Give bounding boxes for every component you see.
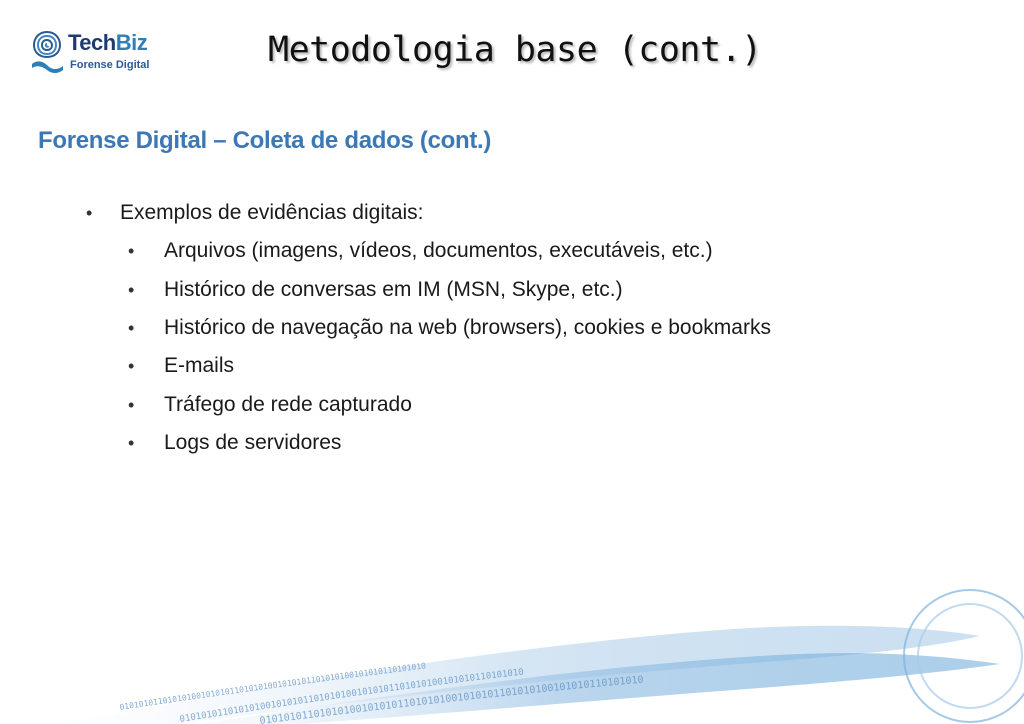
binary-text-line: 0101010110101010010101011010101001010101101010100101010110101010 bbox=[259, 674, 645, 724]
bullet-dot-icon: • bbox=[128, 433, 135, 453]
bullet-sub-item bbox=[128, 353, 235, 379]
bullet-dot-icon: • bbox=[128, 280, 135, 300]
bullet-text: Tráfego de rede capturado bbox=[164, 393, 412, 416]
bullet-dot-icon: • bbox=[86, 203, 93, 223]
bullet-dot-icon: • bbox=[128, 241, 135, 261]
bullet-sub-item bbox=[128, 238, 713, 264]
logo-brand-text: TechBiz bbox=[68, 30, 148, 55]
bullet-text: Histórico de navegação na web (browsers), cookies e bookmarks bbox=[164, 316, 771, 339]
logo-subtitle: Forense Digital bbox=[70, 59, 150, 71]
bullet-dot-icon: • bbox=[128, 395, 135, 415]
bullet-text: Logs de servidores bbox=[164, 431, 342, 454]
bullet-dot-icon: • bbox=[128, 356, 135, 376]
bullet-sub-item bbox=[128, 392, 412, 418]
bullet-sub-item bbox=[128, 315, 771, 341]
bullet-dot-icon: • bbox=[128, 318, 135, 338]
section-subheading: Forense Digital – Coleta de dados (cont.) bbox=[38, 127, 492, 154]
bullet-text: Histórico de conversas em IM (MSN, Skype, etc.) bbox=[164, 278, 623, 301]
bullet-text: E-mails bbox=[164, 354, 235, 377]
binary-text-line: 0101010110101010010101011010101001010101101010100101010110101010 bbox=[118, 661, 427, 712]
fingerprint-logo-icon bbox=[30, 26, 64, 76]
binary-text-line: 0101010110101010010101011010101001010101101010100101010110101010 bbox=[178, 667, 525, 724]
bullet-text: Exemplos de evidências digitais: bbox=[120, 201, 424, 224]
techbiz-logo bbox=[30, 26, 170, 80]
bullet-sub-item bbox=[128, 277, 623, 303]
binary-wave-decoration bbox=[0, 560, 1024, 724]
bullet-main bbox=[86, 200, 424, 226]
slide-title: Metodologia base (cont.) bbox=[268, 30, 762, 70]
bullet-text: Arquivos (imagens, vídeos, documentos, executáveis, etc.) bbox=[164, 239, 713, 262]
bullet-sub-item bbox=[128, 430, 342, 456]
